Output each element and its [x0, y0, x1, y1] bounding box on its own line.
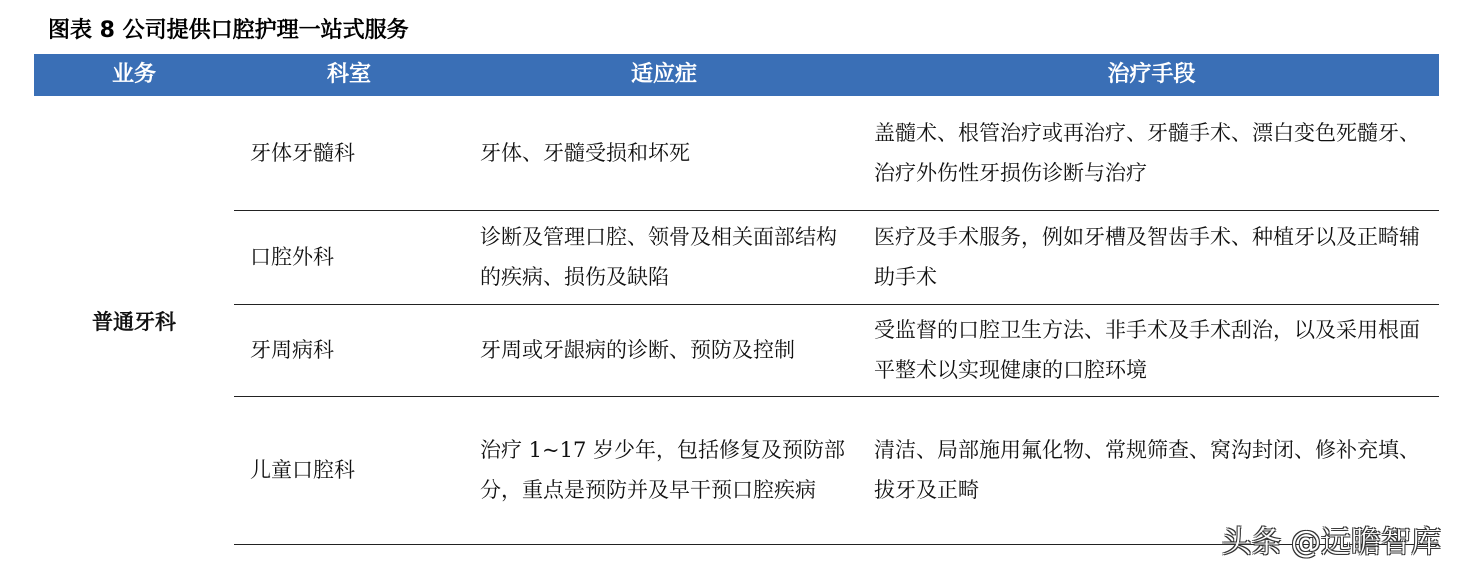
figure-caption: 图表 8 公司提供口腔护理一站式服务 [48, 18, 409, 43]
department-cell: 口腔外科 [250, 245, 334, 269]
header-business: 业务 [111, 62, 156, 87]
header-indication: 适应症 [630, 62, 697, 87]
department-cell: 牙周病科 [250, 338, 334, 362]
table-row [234, 211, 1439, 305]
business-cell: 普通牙科 [92, 309, 176, 334]
department-cell: 儿童口腔科 [250, 458, 355, 482]
header-treatment: 治疗手段 [1107, 62, 1196, 87]
treatment-cell: 受监督的口腔卫生方法、非手术及手术刮治，以及采用根面平整术以实现健康的口腔环境 [874, 318, 1420, 382]
treatment-cell: 医疗及手术服务，例如牙槽及智齿手术、种植牙以及正畸辅助手术 [874, 225, 1420, 289]
header-department: 科室 [326, 62, 371, 87]
indication-cell: 治疗 1~17 岁少年，包括修复及预防部分，重点是预防并及早干预口腔疾病 [480, 438, 846, 502]
treatment-cell: 清洁、局部施用氟化物、常规筛查、窝沟封闭、修补充填、拔牙及正畸 [874, 438, 1420, 502]
department-cell: 牙体牙髓科 [250, 141, 355, 165]
indication-cell: 牙周或牙龈病的诊断、预防及控制 [480, 338, 795, 362]
indication-cell: 诊断及管理口腔、领骨及相关面部结构的疾病、损伤及缺陷 [480, 225, 837, 289]
table-row [234, 97, 1439, 211]
treatment-cell: 盖髓术、根管治疗或再治疗、牙髓手术、漂白变色死髓牙、治疗外伤性牙损伤诊断与治疗 [874, 121, 1420, 185]
table-row [234, 305, 1439, 397]
watermark: 头条 @远瞻智库 [1221, 525, 1441, 560]
table-header [34, 54, 1439, 96]
indication-cell: 牙体、牙髓受损和坏死 [480, 141, 690, 165]
